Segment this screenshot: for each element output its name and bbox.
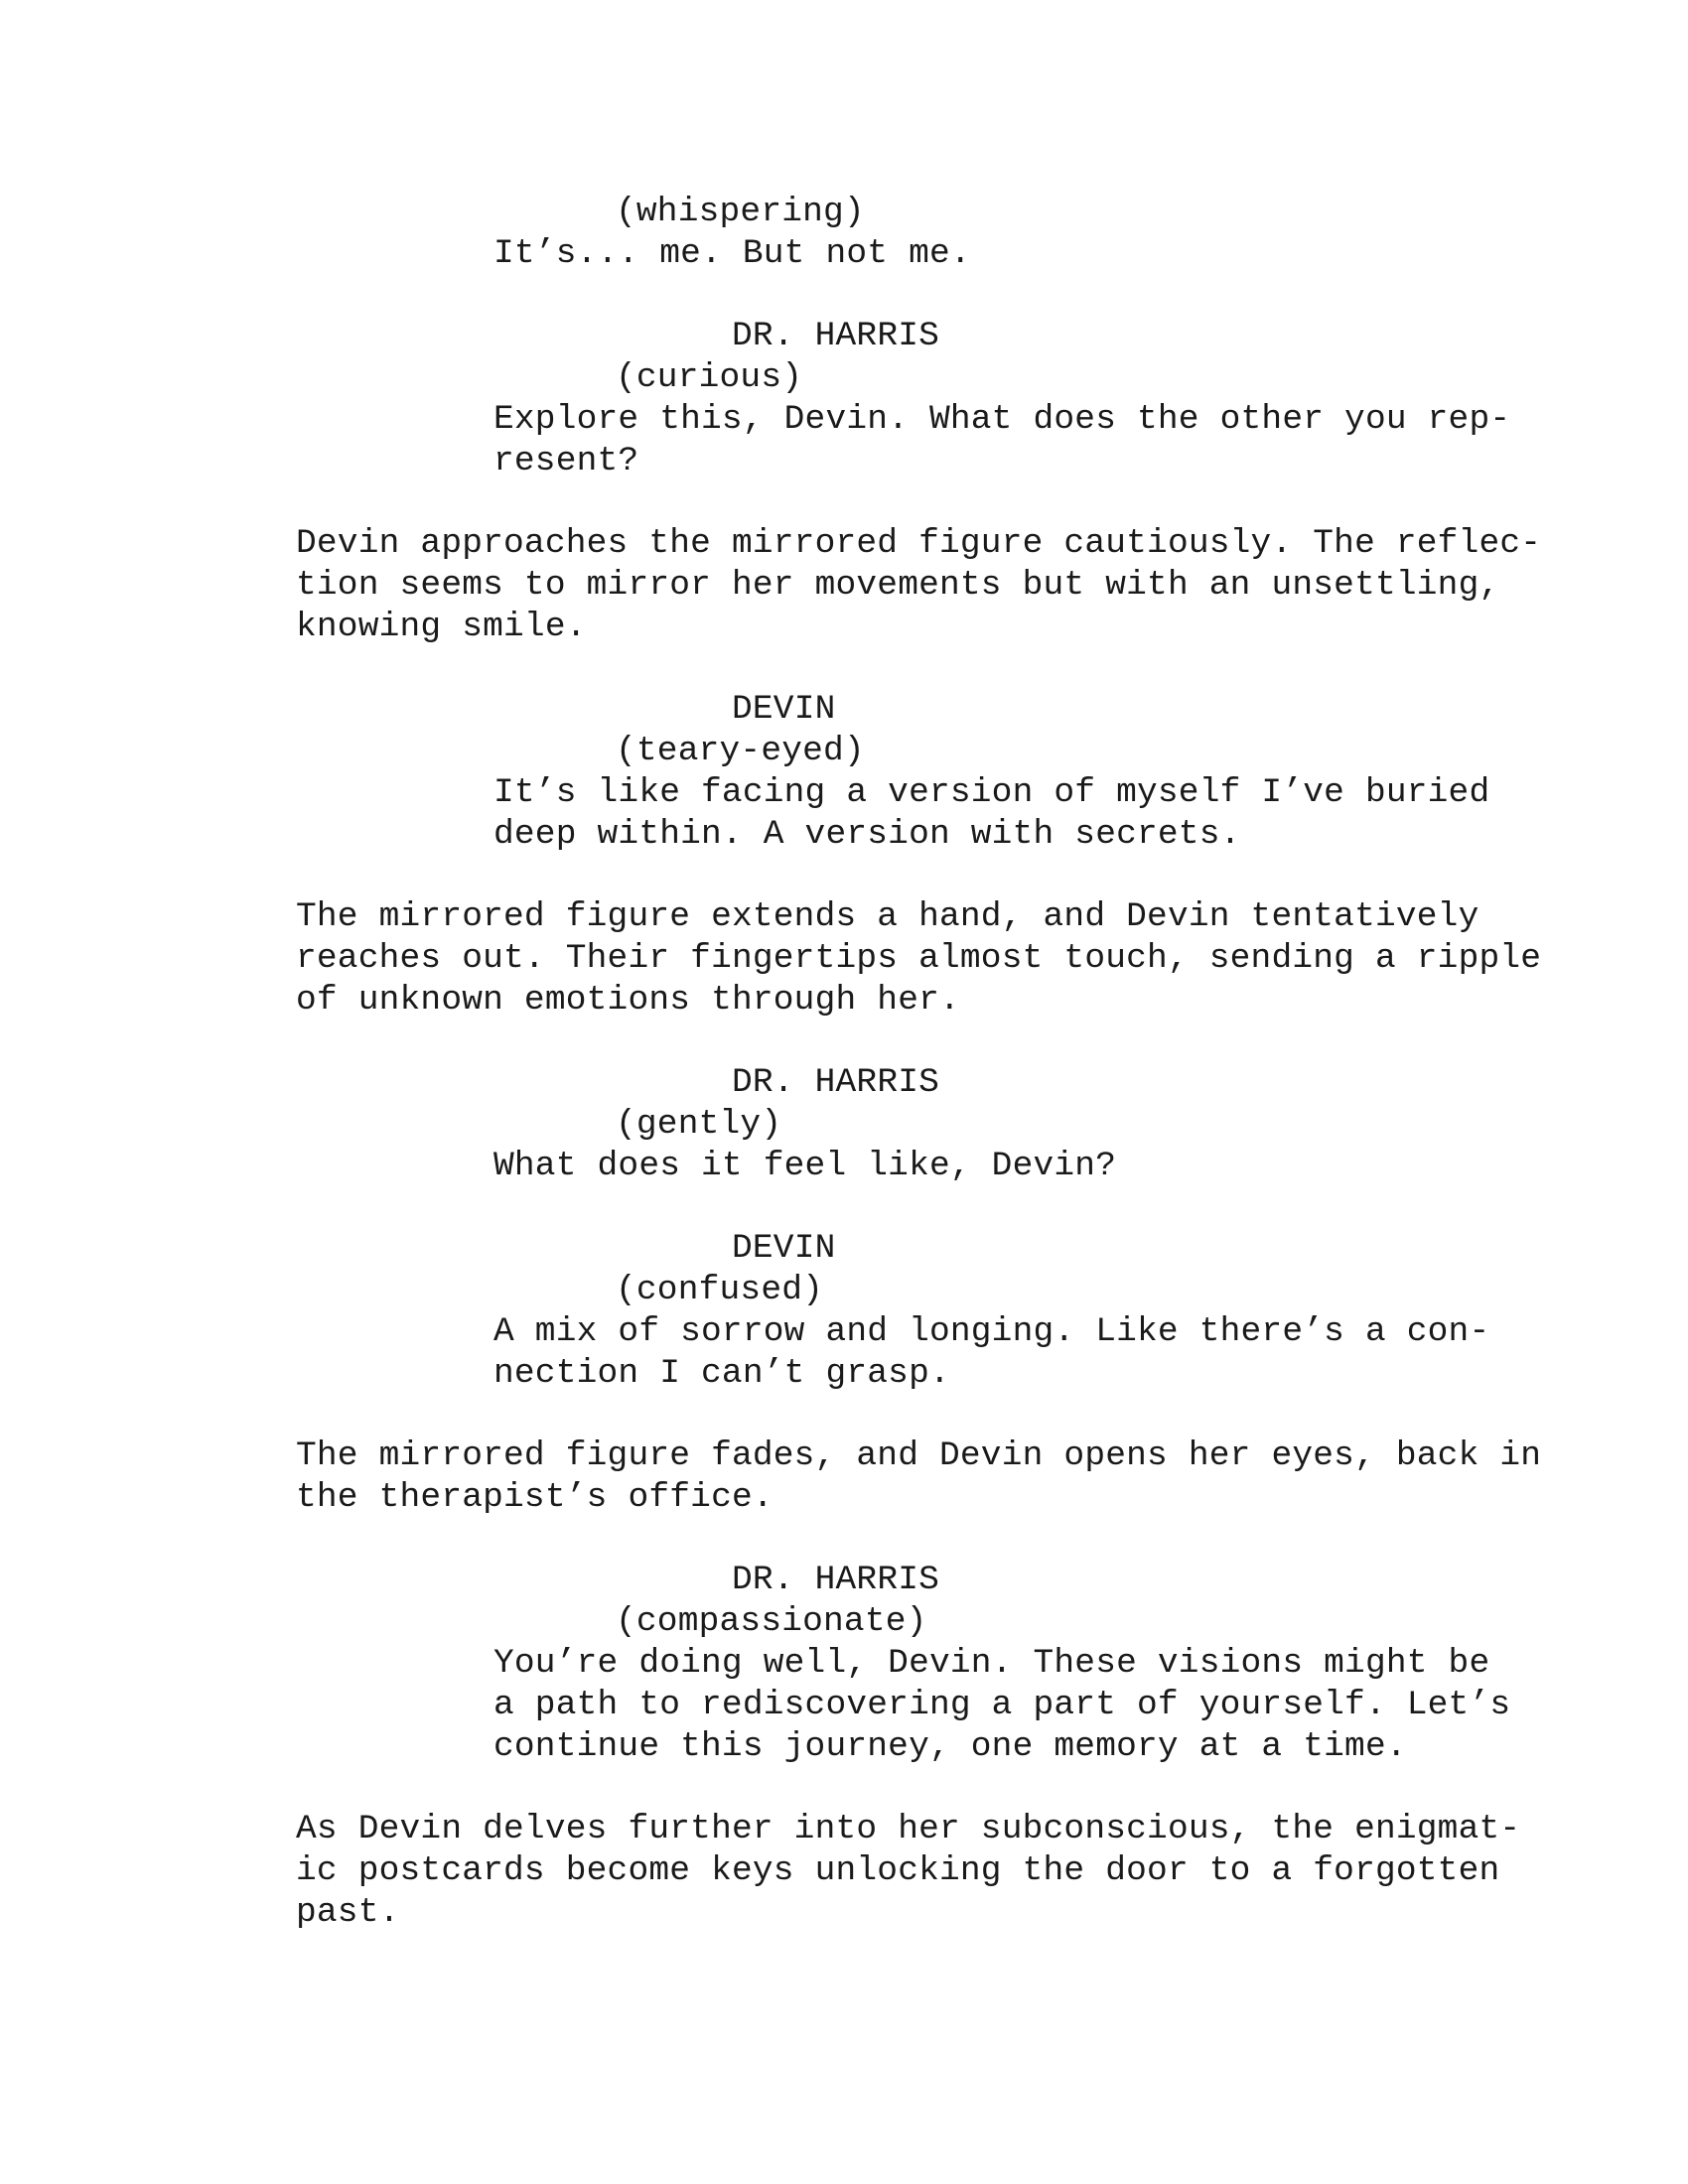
- dialogue-line: It’s like facing a version of myself I’ve buried: [493, 773, 1490, 812]
- character-name: DR. HARRIS: [732, 1561, 940, 1599]
- action-line: Devin approaches the mirrored figure cautiously. The reflec-: [296, 524, 1542, 563]
- dialogue-line: Explore this, Devin. What does the other you rep-: [493, 400, 1511, 439]
- action-line: knowing smile.: [296, 608, 587, 646]
- dialogue-line: continue this journey, one memory at a time.: [493, 1727, 1407, 1766]
- parenthetical-compassionate: (compassionate): [616, 1602, 927, 1641]
- parenthetical-teary-eyed: (teary-eyed): [616, 732, 865, 770]
- dialogue-line: A mix of sorrow and longing. Like there’s a con-: [493, 1312, 1490, 1351]
- action-line: As Devin delves further into her subconscious, the enigmat-: [296, 1810, 1521, 1848]
- parenthetical-curious: (curious): [616, 358, 803, 397]
- dialogue-line: What does it feel like, Devin?: [493, 1147, 1117, 1185]
- character-name: DR. HARRIS: [732, 317, 940, 355]
- parenthetical-confused: (confused): [616, 1271, 824, 1309]
- dialogue-line: deep within. A version with secrets.: [493, 815, 1241, 854]
- parenthetical-whispering: (whispering): [616, 193, 865, 231]
- action-line: The mirrored figure extends a hand, and Devin tentatively: [296, 897, 1479, 936]
- action-line: of unknown emotions through her.: [296, 981, 960, 1020]
- character-name: DEVIN: [732, 690, 836, 729]
- action-line: tion seems to mirror her movements but with an unsettling,: [296, 566, 1500, 605]
- character-name: DEVIN: [732, 1229, 836, 1268]
- dialogue-line: It’s... me. But not me.: [493, 234, 971, 273]
- parenthetical-gently: (gently): [616, 1105, 782, 1144]
- dialogue-line: a path to rediscovering a part of yourself. Let’s: [493, 1686, 1511, 1724]
- character-name: DR. HARRIS: [732, 1063, 940, 1102]
- action-line: the therapist’s office.: [296, 1478, 774, 1517]
- action-line: ic postcards become keys unlocking the door to a forgotten: [296, 1851, 1500, 1890]
- action-line: past.: [296, 1893, 400, 1932]
- action-line: reaches out. Their fingertips almost touch, sending a ripple: [296, 939, 1542, 978]
- dialogue-line: You’re doing well, Devin. These visions might be: [493, 1644, 1490, 1683]
- action-line: The mirrored figure fades, and Devin opens her eyes, back in: [296, 1436, 1542, 1475]
- dialogue-line: nection I can’t grasp.: [493, 1354, 950, 1393]
- dialogue-line: resent?: [493, 442, 639, 480]
